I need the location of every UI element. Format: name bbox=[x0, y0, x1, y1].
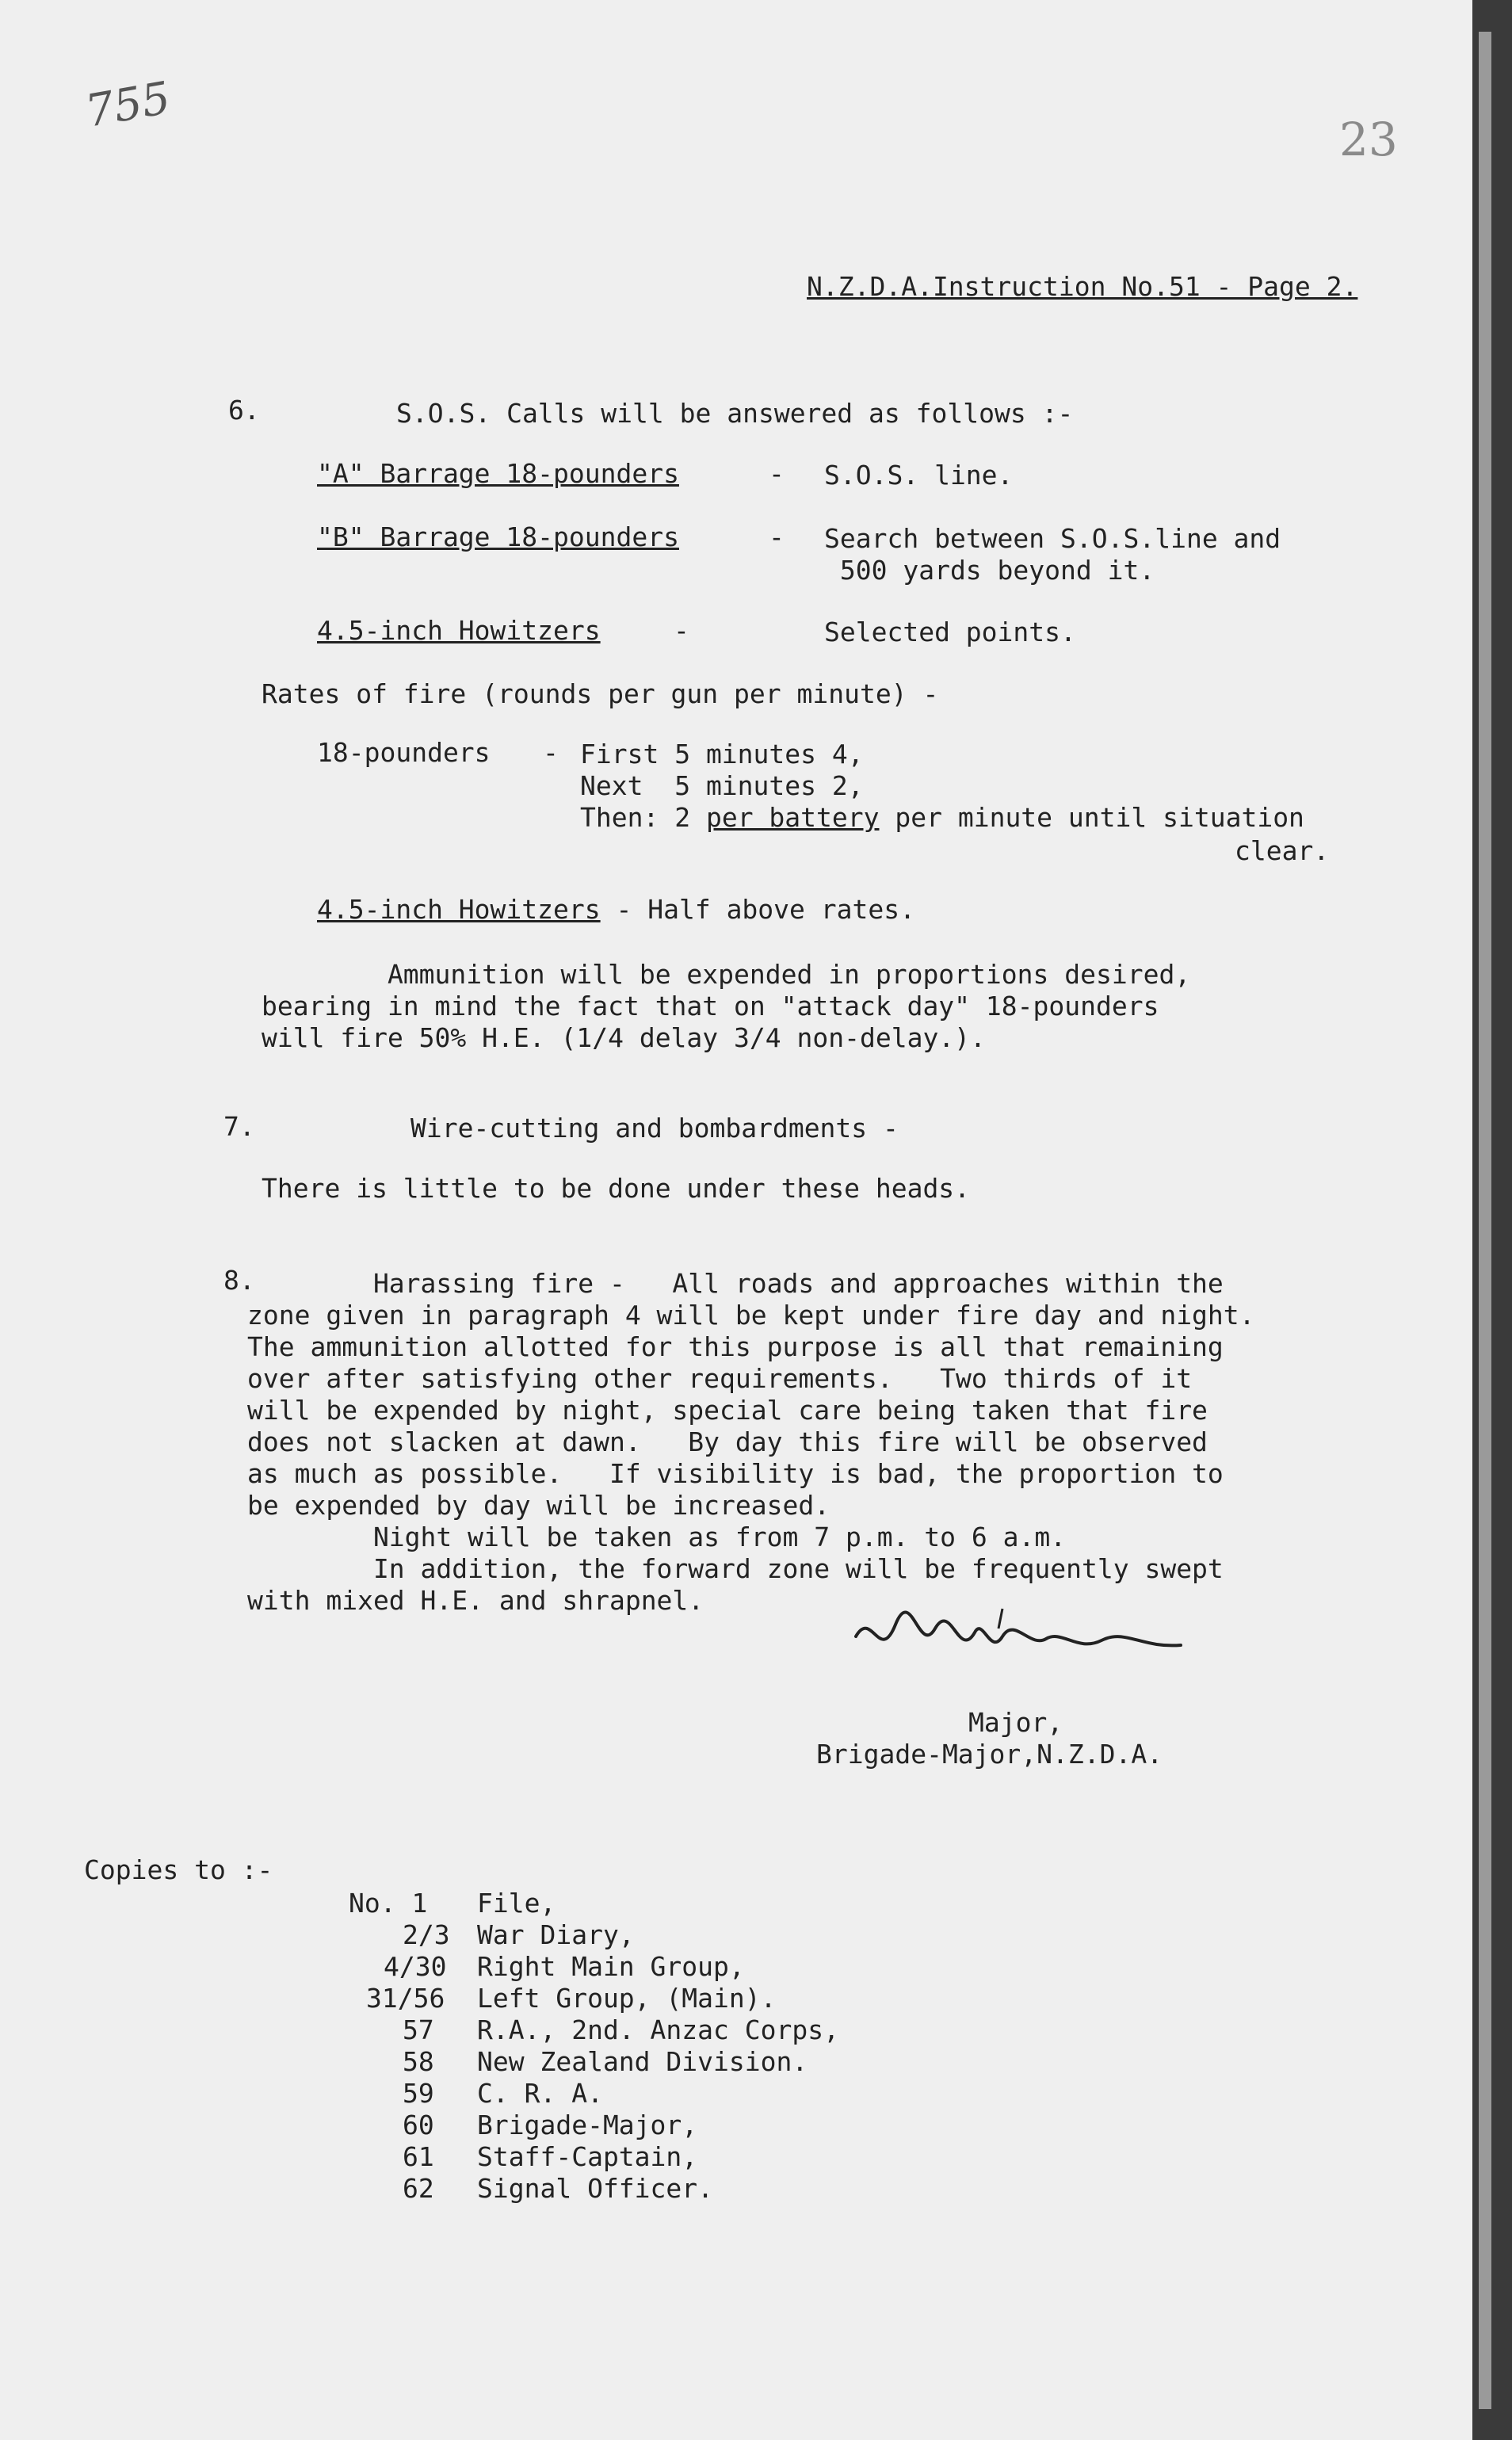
para8-line-2: zone given in paragraph 4 will be kept under fire day and night. bbox=[247, 1300, 1255, 1331]
howitzer-rates bbox=[317, 894, 915, 926]
para7-number: 7. bbox=[223, 1111, 255, 1142]
page-number: 23 bbox=[1339, 113, 1398, 166]
copy-row-dest: Staff-Captain, bbox=[477, 2141, 698, 2172]
copy-row-dest: Brigade-Major, bbox=[477, 2110, 698, 2140]
copy-row-dest: Signal Officer. bbox=[477, 2173, 714, 2204]
sos-item-howitzer-label: 4.5-inch Howitzers bbox=[317, 615, 601, 646]
para6-intro: S.O.S. Calls will be answered as follows :- bbox=[396, 398, 1074, 429]
copy-row: 31/56 bbox=[366, 1983, 445, 2014]
rates-18pdr-line-1: First 5 minutes 4, bbox=[580, 739, 864, 769]
rates-18pdr-line-2: Next 5 minutes 2, bbox=[580, 770, 864, 801]
para8-line-9: Night will be taken as from 7 p.m. to 6 a.m. bbox=[247, 1522, 1067, 1552]
sos-item-b-text-2: 500 yards beyond it. bbox=[824, 555, 1155, 586]
copy-row-dest: New Zealand Division. bbox=[477, 2046, 808, 2077]
copy-row: 59 bbox=[403, 2078, 434, 2109]
underlying-page-strip bbox=[1479, 32, 1491, 2409]
signature-scrawl bbox=[840, 1593, 1205, 1680]
para8-line-1: Harassing fire - All roads and approaches within the bbox=[247, 1268, 1224, 1299]
para8-line-5: will be expended by night, special care being taken that fire bbox=[247, 1395, 1208, 1426]
rates-then-suffix: per minute until situation bbox=[879, 802, 1304, 833]
sos-item-howitzer-text: Selected points. bbox=[824, 617, 1076, 647]
para7-text: There is little to be done under these heads. bbox=[262, 1173, 971, 1204]
rates-18pdr-label: 18-pounders bbox=[317, 737, 491, 768]
copy-row-dest: Left Group, (Main). bbox=[477, 1983, 777, 2014]
para8-line-11: with mixed H.E. and shrapnel. bbox=[247, 1585, 704, 1616]
ammo-line-3: will fire 50% H.E. (1/4 delay 3/4 non-delay.). bbox=[262, 1022, 986, 1053]
copy-row: 4/30 bbox=[384, 1951, 447, 1982]
copy-row-dest: File, bbox=[477, 1888, 556, 1919]
copy-row-dest: R.A., 2nd. Anzac Corps, bbox=[477, 2014, 839, 2045]
copy-row: 62 bbox=[403, 2173, 434, 2204]
copy-row-dest: Right Main Group, bbox=[477, 1951, 745, 1982]
rates-18pdr-dash: - bbox=[543, 737, 559, 768]
sos-item-b-dash: - bbox=[769, 521, 785, 552]
copy-row: 2/3 bbox=[403, 1919, 450, 1950]
rates-clear: clear. bbox=[1235, 835, 1330, 866]
para8-line-3: The ammunition allotted for this purpose is all that remaining bbox=[247, 1331, 1224, 1362]
howitzer-rates-label: 4.5-inch Howitzers bbox=[317, 894, 601, 925]
para8-line-8: be expended by day will be increased. bbox=[247, 1490, 830, 1521]
copy-row: 58 bbox=[403, 2046, 434, 2077]
rates-18pdr-line-3 bbox=[580, 802, 1304, 834]
signature-rank: Major, bbox=[968, 1707, 1063, 1738]
signature-title: Brigade-Major,N.Z.D.A. bbox=[816, 1739, 1163, 1770]
copy-row-dest: War Diary, bbox=[477, 1919, 635, 1950]
howitzer-rates-text: - Half above rates. bbox=[600, 894, 915, 925]
sos-item-a-dash: - bbox=[769, 458, 785, 489]
copy-row: 61 bbox=[403, 2141, 434, 2172]
para8-line-7: as much as possible. If visibility is bad, the proportion to bbox=[247, 1458, 1224, 1489]
para8-line-10: In addition, the forward zone will be frequently swept bbox=[247, 1553, 1224, 1584]
para7-title: Wire-cutting and bombardments - bbox=[410, 1113, 899, 1144]
sos-item-b-text-1: Search between S.O.S.line and bbox=[824, 523, 1281, 554]
copy-row: 57 bbox=[403, 2014, 434, 2045]
sos-item-a-text: S.O.S. line. bbox=[824, 460, 1014, 491]
copies-heading: Copies to :- bbox=[84, 1854, 273, 1885]
sos-item-b-label: "B" Barrage 18-pounders bbox=[317, 521, 679, 552]
para8-line-6: does not slacken at dawn. By day this fire will be observed bbox=[247, 1426, 1208, 1457]
para6-number: 6. bbox=[228, 395, 260, 426]
rates-heading: Rates of fire (rounds per gun per minute) - bbox=[262, 678, 939, 709]
copy-row: 60 bbox=[403, 2110, 434, 2140]
header-reference: N.Z.D.A.Instruction No.51 - Page 2. bbox=[807, 271, 1358, 302]
folio-number: 755 bbox=[82, 72, 174, 138]
copy-row: No. 1 bbox=[349, 1888, 428, 1919]
ammo-line-2: bearing in mind the fact that on "attack day" 18-pounders bbox=[262, 991, 1159, 1021]
rates-then-prefix: Then: 2 bbox=[580, 802, 706, 833]
para8-line-4: over after satisfying other requirements. Two thirds of it bbox=[247, 1363, 1193, 1394]
sos-item-howitzer-dash: - bbox=[674, 615, 689, 646]
sos-item-a-label: "A" Barrage 18-pounders bbox=[317, 458, 679, 489]
ammo-line-1: Ammunition will be expended in proportions desired, bbox=[262, 959, 1191, 990]
para8-number: 8. bbox=[223, 1265, 255, 1296]
copy-row-dest: C. R. A. bbox=[477, 2078, 603, 2109]
rates-then-underlined: per battery bbox=[705, 802, 880, 833]
